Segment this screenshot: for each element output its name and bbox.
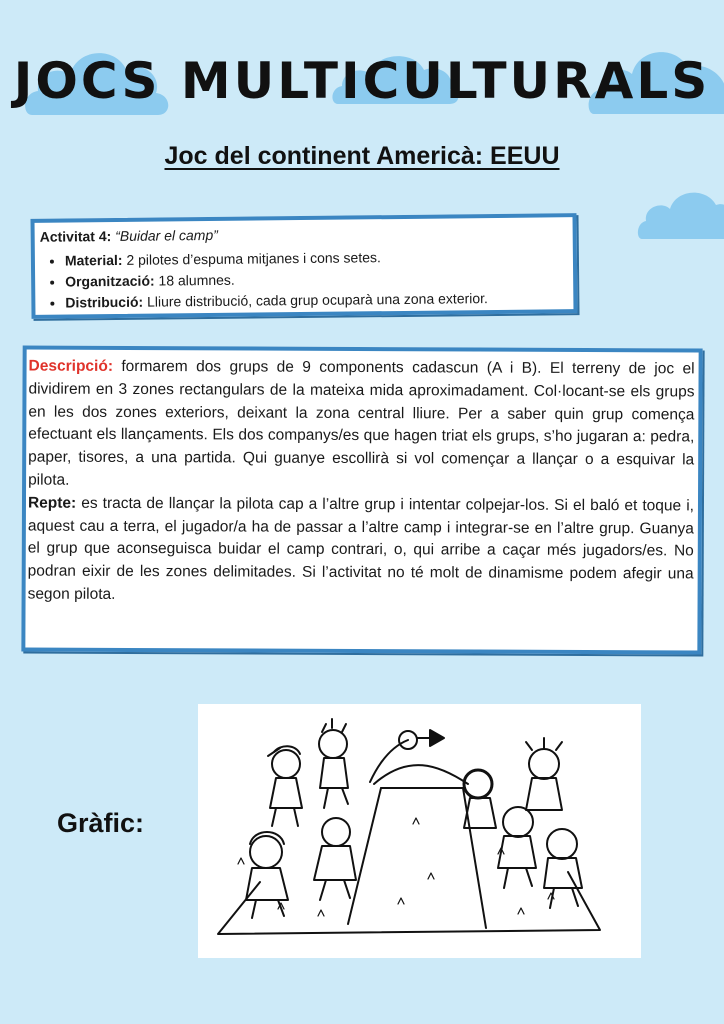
description-box <box>21 346 702 655</box>
activity-label: Activitat 4: <box>39 228 112 245</box>
description-text <box>28 356 695 610</box>
activity-box <box>30 213 577 319</box>
description-paragraph: Descripció: formarem dos grups de 9 components cadascun (A i B). El terreny de joc el dividirem en 3 zones rectangulars de la mateixa mida aproximadament. Col·locant-se els grups en les dos zones exteriors, deixant la zona central lliure. Per a saber quin grup comença efectuant els llançaments. Els dos companys/es que hagen triat els grups, s’ho jugaran a: pedra, paper, tisores, a una partida. Qui guanye escollirà si vol començar a llançar o a esquivar la pilota. <box>28 357 695 489</box>
activity-name: “Buidar el camp” <box>115 226 218 244</box>
description-label: Descripció: <box>28 357 114 375</box>
list-item: • Organització: 18 alumnes. <box>65 267 488 292</box>
list-item: • Material: 2 pilotes d’espuma mitjanes i cons setes. <box>65 246 488 271</box>
list-item: • Distribució: Lliure distribució, cada grup ocuparà una zona exterior. <box>65 288 488 313</box>
page-title: JOCS MULTICULTURALS <box>13 52 711 110</box>
graphic-label: Gràfic: <box>57 808 145 838</box>
cloud-right <box>636 183 724 239</box>
children-dodgeball-illustration <box>198 704 641 958</box>
rule-label: Repte: <box>27 494 77 512</box>
page-subtitle: Joc del continent Americà: EEUU <box>164 142 560 170</box>
activity-list <box>47 246 488 314</box>
activity-title <box>40 227 218 245</box>
rule-paragraph: Repte: es tracta de llançar la pilota cap a l’altre grup i intentar colpejar-los. Si el baló et toque i, aquest cau a terra, el jugador/a ha de passar a l’altre camp i integrar-se en l’altre grup. Guanya el grup que aconseguisca buidar el camp contrari, o, qui arribe a caçar més jugadors/es. No podran eixir de les zones delimitades. Si l’activitat no té molt de dinamisme podem afegir una segon pilota. <box>27 494 695 603</box>
